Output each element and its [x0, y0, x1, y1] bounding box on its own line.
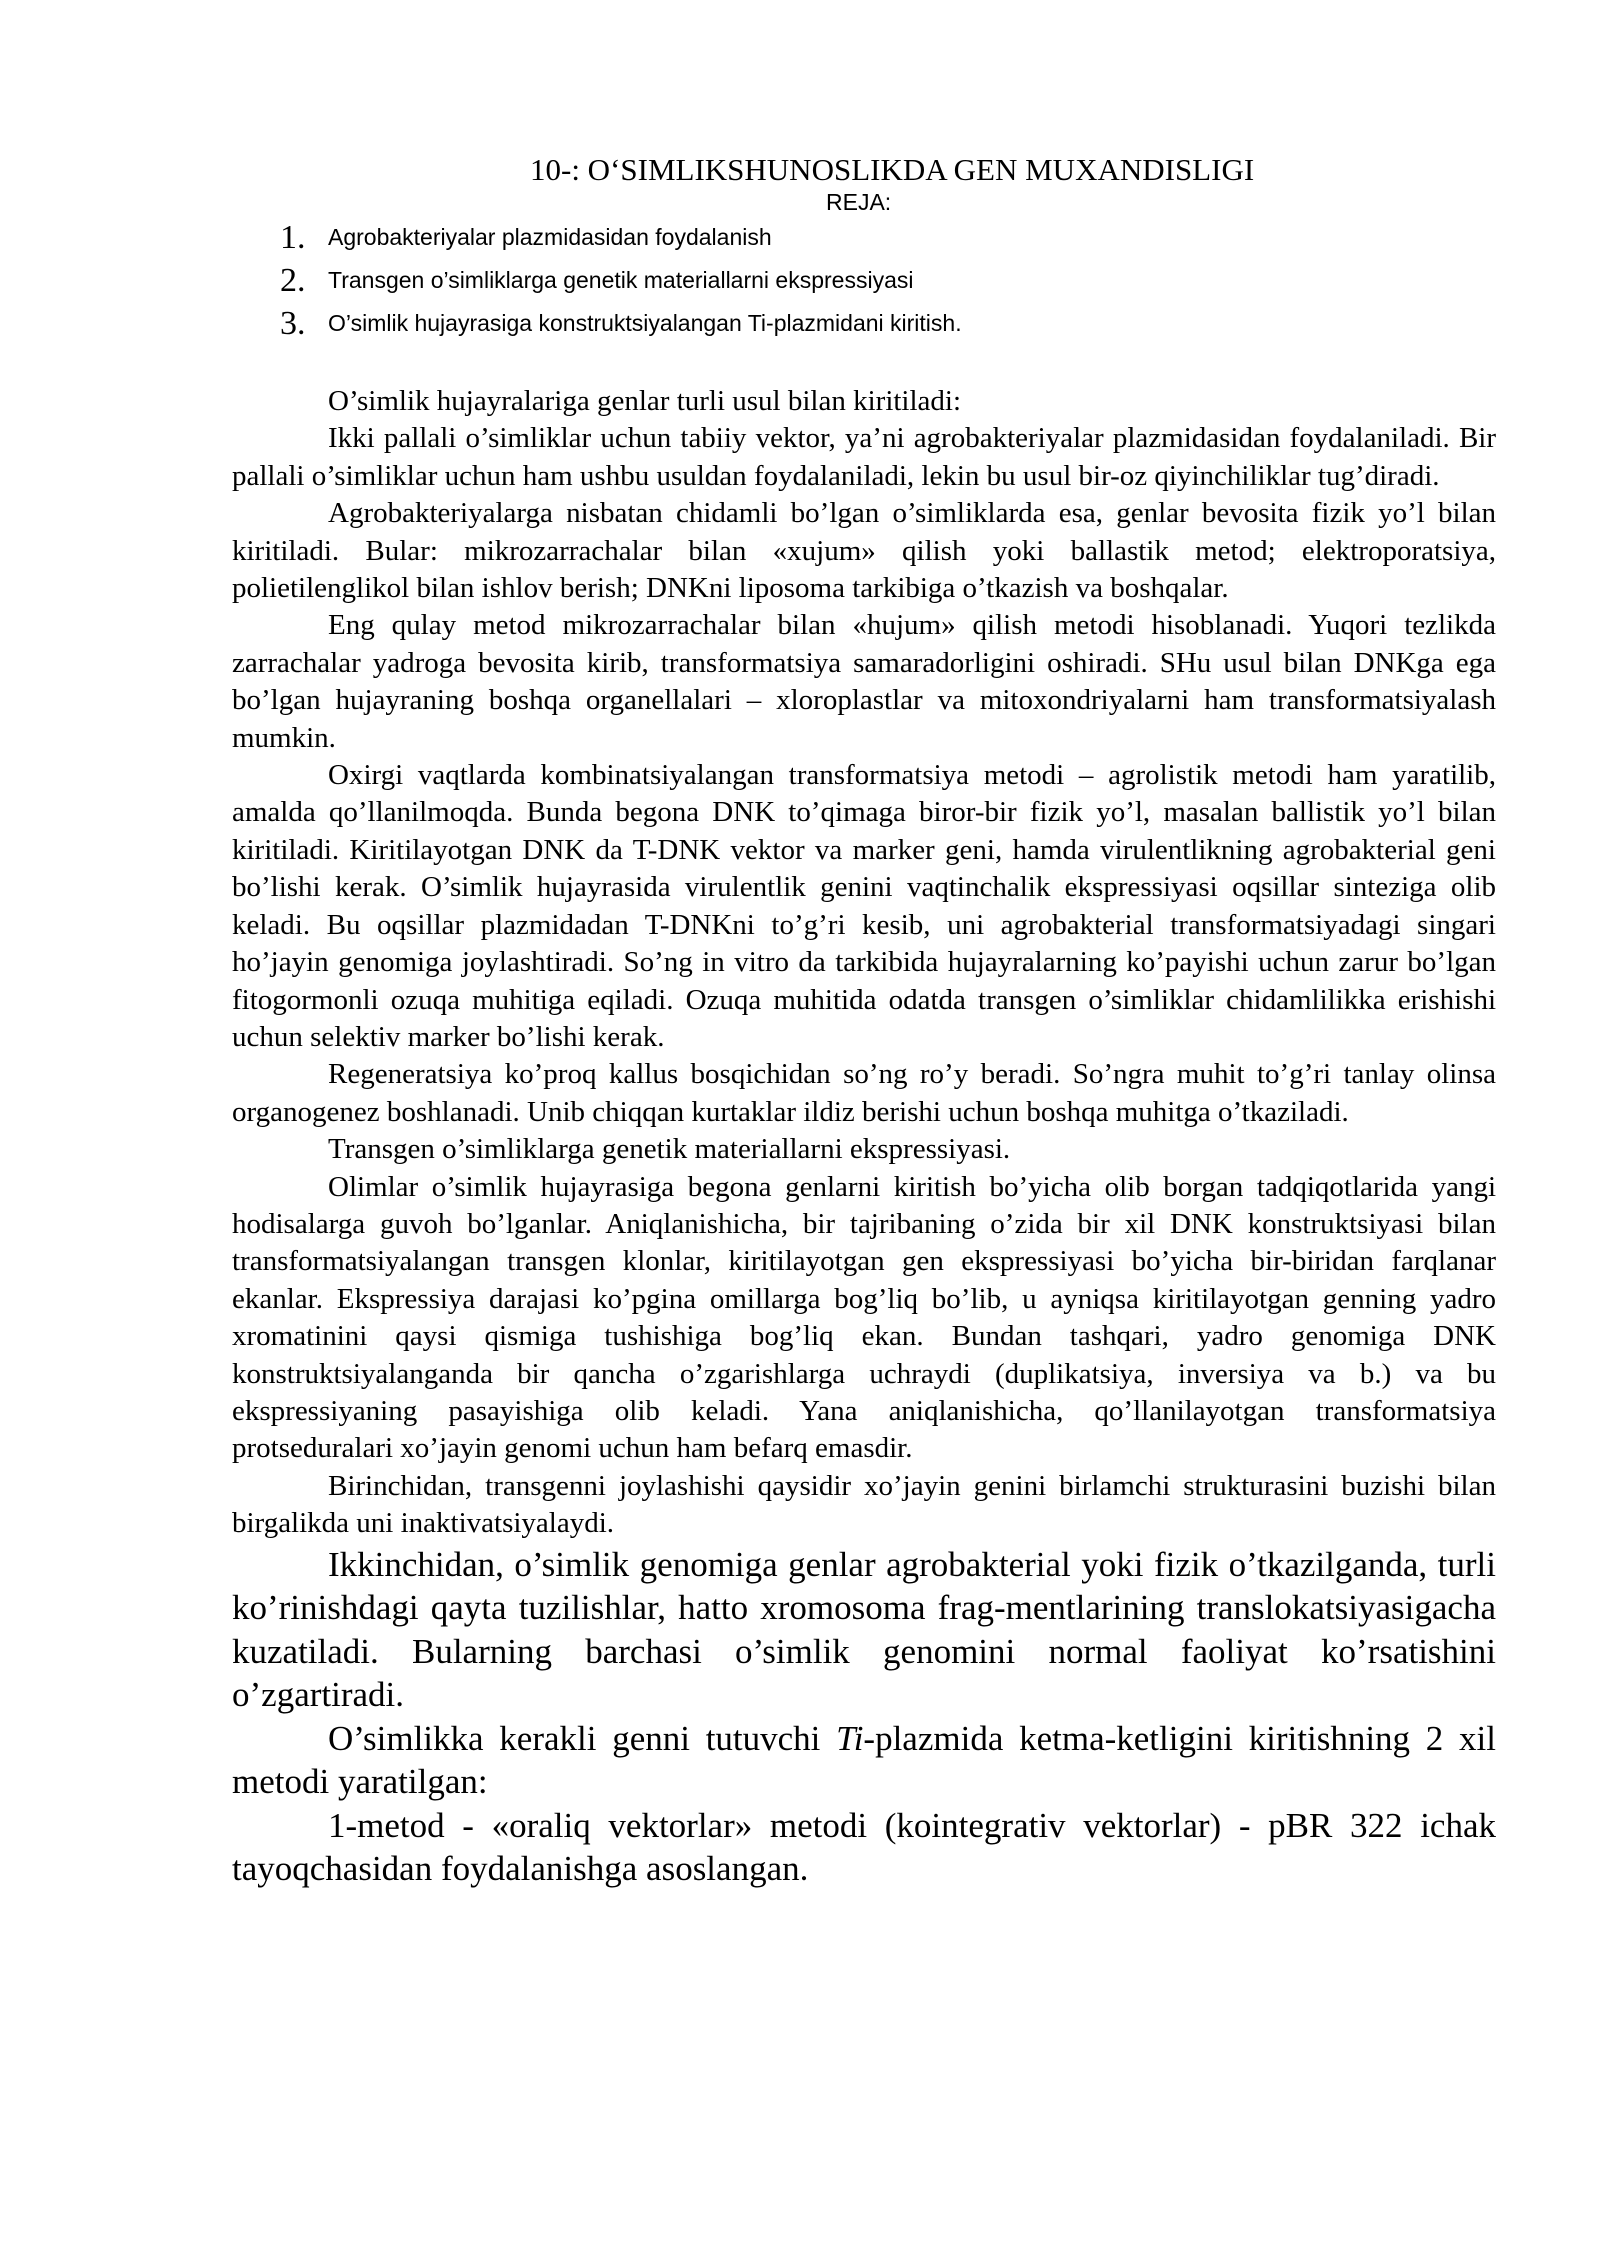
body-text: [232, 383, 1496, 1891]
plan-heading: REJA:: [826, 189, 892, 215]
plan-item-text: Agrobakteriyalar plazmidasidan foydalanish: [328, 224, 772, 250]
plan-item-text: O’simlik hujayrasiga konstruktsiyalangan Ti-plazmidani kiritish.: [328, 310, 962, 336]
ti-text-before: O’simlikka kerakli genni tutuvchi: [328, 1718, 837, 1758]
plan-list: [232, 216, 1496, 345]
document-title: 10-: O‘SIMLIKSHUNOSLIKDA GEN MUXANDISLIGI: [530, 152, 1255, 187]
paragraph: Olimlar o’simlik hujayrasiga begona genlarni kiritish bo’yicha olib borgan tadqiqotlarida yangi hodisalarga guvoh bo’lganlar. Aniqlanishicha, bir tajribaning o’zida bir xil DNK konstruktsiyasi bilan transformatsiyalangan transgen klonlar, kiritilayotgan gen ekspressiyasi bo’yicha bir-biridan farqlanar ekanlar. Ekspressiya darajasi ko’pgina omillarga bog’liq bo’lib, u ayniqsa kiritilayotgan genning yadro xromatinini qaysi qismiga tushishiga bog’liq ekan. Bundan tashqari, yadro genomiga DNK konstruktsiyalanganda bir qancha o’zgarishlarga uchraydi (duplikatsiya, inversiya va b.) va bu ekspressiyaning pasayishiga olib keladi. Yana aniqlanishicha, qo’llanilayotgan transformatsiya protseduralari xo’jayin genomi uchun ham befarq emasdir.: [232, 1170, 1496, 1465]
plan-item-number: 2.: [280, 261, 306, 299]
paragraph-large-ti: [232, 1717, 1496, 1804]
section-heading: Transgen o’simliklarga genetik materiallarni ekspressiyasi.: [328, 1133, 1011, 1166]
ti-italic: Ti: [836, 1718, 864, 1758]
plan-item: [232, 216, 1496, 259]
plan-item: [232, 302, 1496, 345]
paragraph-large-last: 1-metod - «oraliq vektorlar» metodi (kointegrativ vektorlar) - pBR 322 ichak tayoqchasidan foydalanishga asoslangan.: [232, 1805, 1496, 1889]
paragraph: Eng qulay metod mikrozarrachalar bilan «hujum» qilish metodi hisoblanadi. Yuqori tezlikda zarrachalar yadroga bevosita kirib, transformatsiya samaradorligini oshiradi. SHu usul bilan DNKga ega bo’lgan hujayraning boshqa organellalari – xloroplastlar va mitoxondriyalarni ham transformatsiyalash mumkin.: [232, 609, 1496, 754]
paragraph: Birinchidan, transgenni joylashishi qaysidir xo’jayin genini birlamchi strukturasini buzishi bilan birgalikda uni inaktivatsiyalaydi.: [232, 1469, 1496, 1540]
paragraph: Regeneratsiya ko’proq kallus bosqichidan so’ng ro’y beradi. So’ngra muhit to’g’ri tanlay olinsa organogenez boshlanadi. Unib chiqqan kurtaklar ildiz berishi uchun boshqa muhitga o’tkaziladi.: [232, 1058, 1496, 1128]
plan-item-text: Transgen o’simliklarga genetik materiallarni ekspressiyasi: [328, 267, 914, 293]
plan-item: [232, 259, 1496, 302]
paragraph: Oxirgi vaqtlarda kombinatsiyalangan transformatsiya metodi – agrolistik metodi ham yaratilib, amalda qo’llanilmoqda. Bunda begona DNK to’qimaga biror-bir fizik yo’l, masalan ballistik yo’l bilan kiritiladi. Kiritilayotgan DNK da T-DNK vektor va marker geni, hamda virulentlikning agrobakterial geni bo’lishi kerak. O’simlik hujayrasida virulentlik genini vaqtinchalik ekspressiyasi oqsillar sinteziga olib keladi. Bu oqsillar plazmidadan T-DNKni to’g’ri kesib, uni agrobakterial transformatsiyadagi singari ho’jayin genomiga joylashtiradi. So’ng in vitro da tarkibida hujayralarning ko’payishi uchun zarur bo’lgan fitogormonli ozuqa muhitiga eqiladi. Ozuqa muhitida odatda transgen o’simliklar chidamlilikka erishishi uchun selektiv marker bo’lishi kerak.: [232, 759, 1496, 1053]
paragraph: O’simlik hujayralariga genlar turli usul bilan kiritiladi:: [328, 385, 962, 417]
paragraph: Ikki pallali o’simliklar uchun tabiiy vektor, ya’ni agrobakteriyalar plazmidasidan foydalaniladi. Bir pallali o’simliklar uchun ham ushbu usuldan foydalaniladi, lekin bu usul bir-oz qiyinchiliklar tug’diradi.: [232, 422, 1496, 492]
ti-text-after: -plazmida ketma-ketligini kiritishning 2 xil metodi yaratilgan:: [232, 1718, 1496, 1802]
paragraph-large: Ikkinchidan, o’simlik genomiga genlar agrobakterial yoki fizik o’tkazilganda, turli ko’rinishdagi qayta tuzilishlar, hatto xromosoma frag-mentlarining translokatsiyasigacha kuzatiladi. Bularning barchasi o’simlik genomini normal faoliyat ko’rsatishini o’zgartiradi.: [232, 1544, 1496, 1715]
paragraph: Agrobakteriyalarga nisbatan chidamli bo’lgan o’simliklarda esa, genlar bevosita fizik yo’l bilan kiritiladi. Bular: mikrozarrachalar bilan «xujum» qilish yoki ballastik metod; elektroporatsiya, polietilenglikol bilan ishlov berish; DNKni liposoma tarkibiga o’tkazish va boshqalar.: [232, 497, 1496, 605]
plan-item-number: 1.: [280, 218, 306, 256]
plan-item-number: 3.: [280, 304, 306, 342]
document-content: [232, 152, 1496, 1891]
